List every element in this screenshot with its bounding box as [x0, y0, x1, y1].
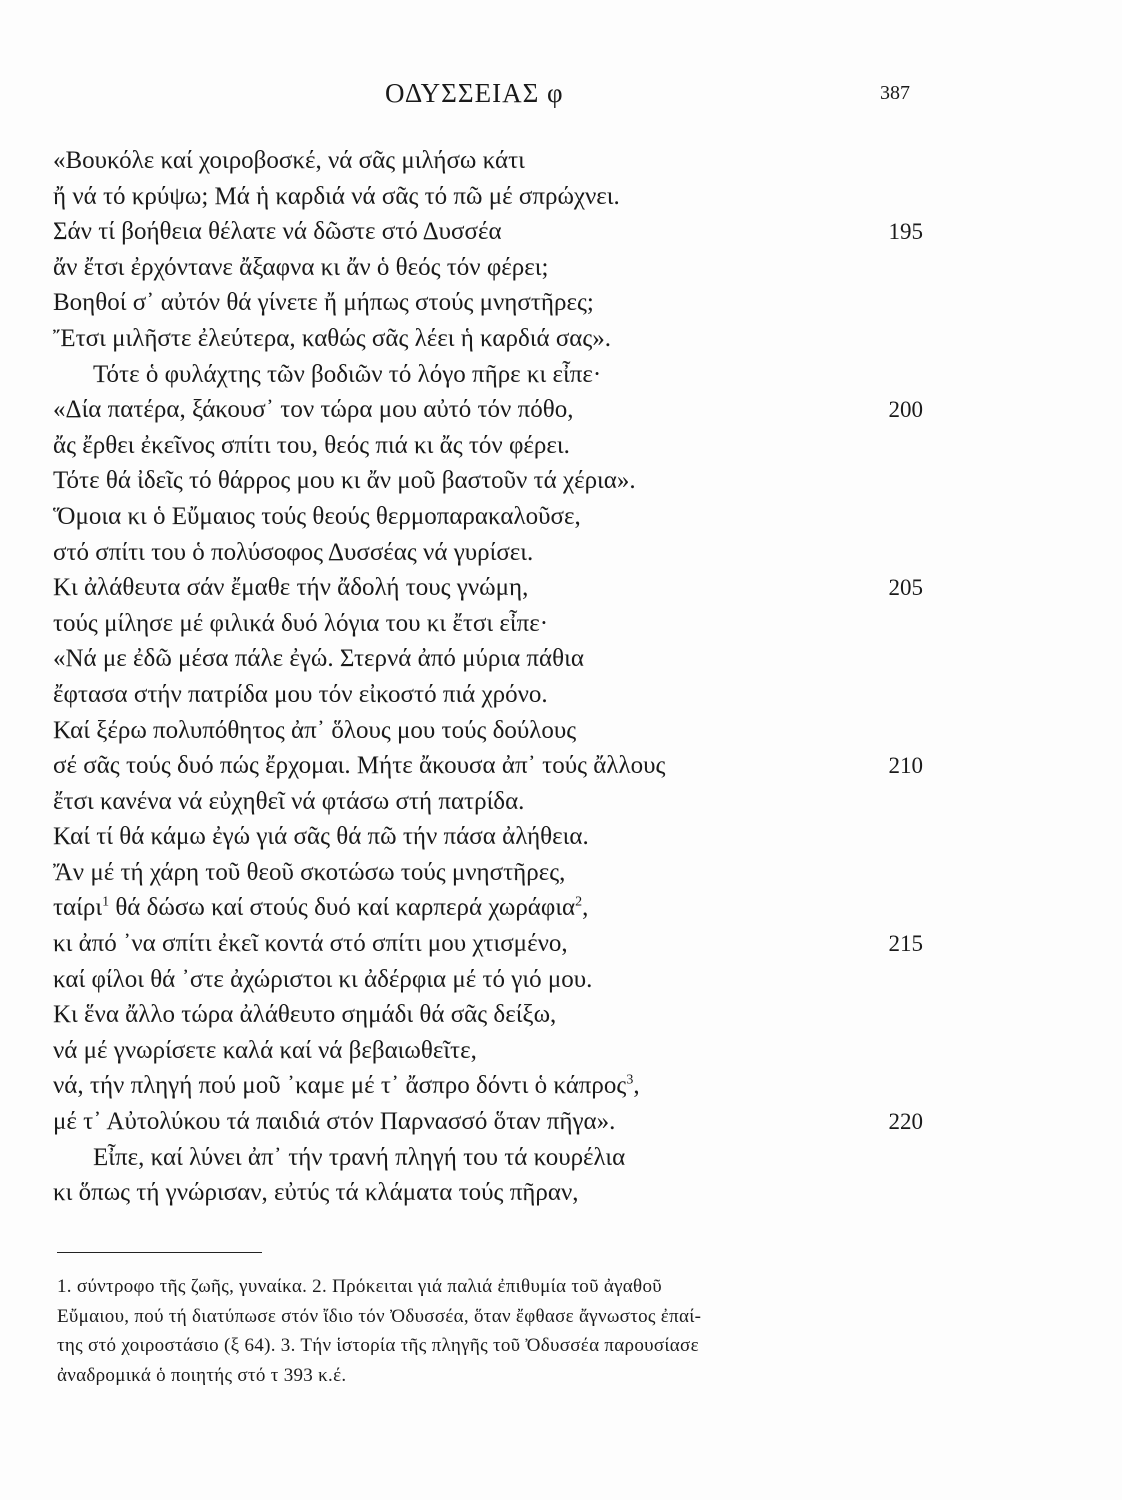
footnote-marker: 1	[102, 895, 110, 911]
verse-line	[53, 926, 923, 962]
verse-text: ἄς ἔρθει ἐκεῖνος σπίτι του, θεός πιά κι ἄς τόν φέρει.	[53, 431, 570, 459]
verse-text: κι ὅπως τή γνώρισαν, εὐτύς τά κλάματα τούς πῆραν,	[53, 1179, 579, 1207]
page-header	[0, 78, 1122, 118]
verse-text: Τότε ὁ φυλάχτης τῶν βοδιῶν τό λόγο πῆρε κι εἶπε·	[93, 360, 602, 388]
line-number: 210	[888, 753, 923, 779]
footnote-line: 1. σύντροφο τῆς ζωῆς, γυναίκα. 2. Πρόκειται γιά παλιά ἐπιθυμία τοῦ ἀγαθοῦ	[57, 1276, 662, 1297]
verse-line	[53, 321, 923, 357]
verse-text: «Νά με ἐδῶ μέσα πάλε ἐγώ. Στερνά ἀπό μύρια πάθια	[53, 645, 584, 673]
verse-line	[53, 499, 923, 535]
footnote-divider	[57, 1252, 262, 1253]
footnote-line: ἀναδρομικά ὁ ποιητής στό τ 393 κ.έ.	[57, 1364, 347, 1386]
verse-line	[53, 214, 923, 250]
verse-line	[53, 713, 923, 749]
verse-text: νά μέ γνωρίσετε καλά καί νά βεβαιωθεῖτε,	[53, 1036, 477, 1064]
verse-line	[53, 1140, 923, 1176]
verse-line	[53, 890, 923, 926]
line-number: 200	[888, 397, 923, 423]
verse-line	[53, 962, 923, 998]
verse-text: Κι ἕνα ἄλλο τώρα ἀλάθευτο σημάδι θά σᾶς δείξω,	[53, 1001, 557, 1029]
verse-text: Βοηθοί σ᾽ αὐτόν θά γίνετε ἤ μήπως στούς μνηστῆρες;	[53, 289, 594, 317]
verse-segment: ,	[633, 1072, 640, 1100]
verse-line	[53, 641, 923, 677]
verse-line	[53, 250, 923, 286]
verse-text: ἔτσι κανένα νά εὐχηθεῖ νά φτάσω στή πατρίδα.	[53, 787, 525, 815]
verse-text: καί φίλοι θά ᾽στε ἀχώριστοι κι ἀδέρφια μέ τό γιό μου.	[53, 965, 593, 993]
verse-text: τούς μίλησε μέ φιλικά δυό λόγια του κι ἔτσι εἶπε·	[53, 609, 549, 637]
verse-text: «Δία πατέρα, ξάκουσ᾽ τον τώρα μου αὐτό τόν πόθο,	[53, 396, 574, 424]
verse-line	[53, 392, 923, 428]
verse-text: Καί ξέρω πολυπόθητος ἀπ᾽ ὅλους μου τούς δούλους	[53, 716, 577, 744]
verse-text: ἄν ἔτσι ἐρχόντανε ἄξαφνα κι ἄν ὁ θεός τόν φέρει;	[53, 253, 549, 281]
verse-line	[53, 1068, 923, 1104]
verse-line	[53, 535, 923, 571]
verse-text: Σάν τί βοήθεια θέλατε νά δῶστε στό Δυσσέα	[53, 218, 502, 246]
footnote-line: της στό χοιροστάσιο (ξ 64). 3. Τήν ἱστορία τῆς πληγῆς τοῦ Ὀδυσσέα παρουσίασε	[57, 1335, 699, 1356]
page-number: 387	[880, 82, 910, 104]
verse-segment: ταίρι	[53, 894, 103, 922]
footnote-line: Εὔμαιου, πού τή διατύπωσε στόν ἴδιο τόν Ὀδυσσέα, ὅταν ἔφθασε ἄγνωστος ἐπαί-	[57, 1305, 702, 1327]
line-number: 205	[888, 575, 923, 601]
verse-line	[53, 997, 923, 1033]
verse-text: Εἶπε, καί λύνει ἀπ᾽ τήν τρανή πληγή του τά κουρέλια	[93, 1143, 626, 1171]
verse-line	[53, 1175, 923, 1211]
verse-text: Καί τί θά κάμω ἐγώ γιά σᾶς θά πῶ τήν πάσα ἀλήθεια.	[53, 823, 589, 851]
verse-text	[53, 1068, 640, 1104]
verse-line	[53, 1104, 923, 1140]
verse-text: Ἄν μέ τή χάρη τοῦ θεοῦ σκοτώσω τούς μνηστῆρες,	[53, 858, 566, 886]
verse-text	[53, 890, 588, 926]
verse-segment: ,	[582, 894, 589, 922]
verse-text: σέ σᾶς τούς δυό πώς ἔρχομαι. Μήτε ἄκουσα ἀπ᾽ τούς ἄλλους	[53, 752, 666, 780]
verse-line	[53, 1033, 923, 1069]
verse-line	[53, 748, 923, 784]
verse-line	[53, 677, 923, 713]
verse-line	[53, 855, 923, 891]
verse-line	[53, 570, 923, 606]
verse-line	[53, 285, 923, 321]
verse-text: Ὅμοια κι ὁ Εὔμαιος τούς θεούς θερμοπαρακαλοῦσε,	[53, 502, 581, 530]
verse-line	[53, 819, 923, 855]
verse-line	[53, 463, 923, 499]
verse-line	[53, 143, 923, 179]
verse-line	[53, 784, 923, 820]
verse-text: Κι ἀλάθευτα σάν ἔμαθε τήν ἄδολή τους γνώμη,	[53, 574, 529, 602]
poem-text	[53, 143, 923, 1211]
verse-text: Τότε θά ἰδεῖς τό θάρρος μου κι ἄν μοῦ βαστοῦν τά χέρια».	[53, 467, 636, 495]
verse-text: κι ἀπό ᾽να σπίτι ἐκεῖ κοντά στό σπίτι μου χτισμένο,	[53, 930, 568, 958]
running-title: ΟΔΥΣΣΕΙΑΣ φ	[385, 78, 564, 108]
line-number: 195	[888, 219, 923, 245]
verse-line	[53, 179, 923, 215]
footnote-marker: 2	[575, 895, 583, 911]
verse-text: ἔφτασα στήν πατρίδα μου τόν εἰκοστό πιά χρόνο.	[53, 680, 548, 708]
verse-line	[53, 606, 923, 642]
verse-text: Ἔτσι μιλῆστε ἐλεύτερα, καθώς σᾶς λέει ἡ καρδιά σας».	[53, 324, 612, 352]
verse-text: μέ τ᾽ Αὐτολύκου τά παιδιά στόν Παρνασσό ὅταν πῆγα».	[53, 1108, 616, 1136]
footnote-marker: 3	[626, 1073, 634, 1089]
verse-line	[53, 357, 923, 393]
verse-text: «Βουκόλε καί χοιροβοσκέ, νά σᾶς μιλήσω κάτι	[53, 147, 525, 174]
line-number: 220	[888, 1109, 923, 1135]
verse-segment: θά δώσω καί στούς δυό καί καρπερά χωράφια	[109, 894, 576, 922]
verse-segment: νά, τήν πληγή πού μοῦ ᾽καμε μέ τ᾽ ἄσπρο δόντι ὁ κάπρος	[53, 1072, 627, 1100]
footnotes	[57, 1272, 923, 1390]
verse-text: στό σπίτι του ὁ πολύσοφος Δυσσέας νά γυρίσει.	[53, 538, 534, 566]
verse-text: ἤ νά τό κρύψω; Μά ἡ καρδιά νά σᾶς τό πῶ μέ σπρώχνει.	[53, 182, 620, 210]
verse-line	[53, 428, 923, 464]
line-number: 215	[888, 931, 923, 957]
